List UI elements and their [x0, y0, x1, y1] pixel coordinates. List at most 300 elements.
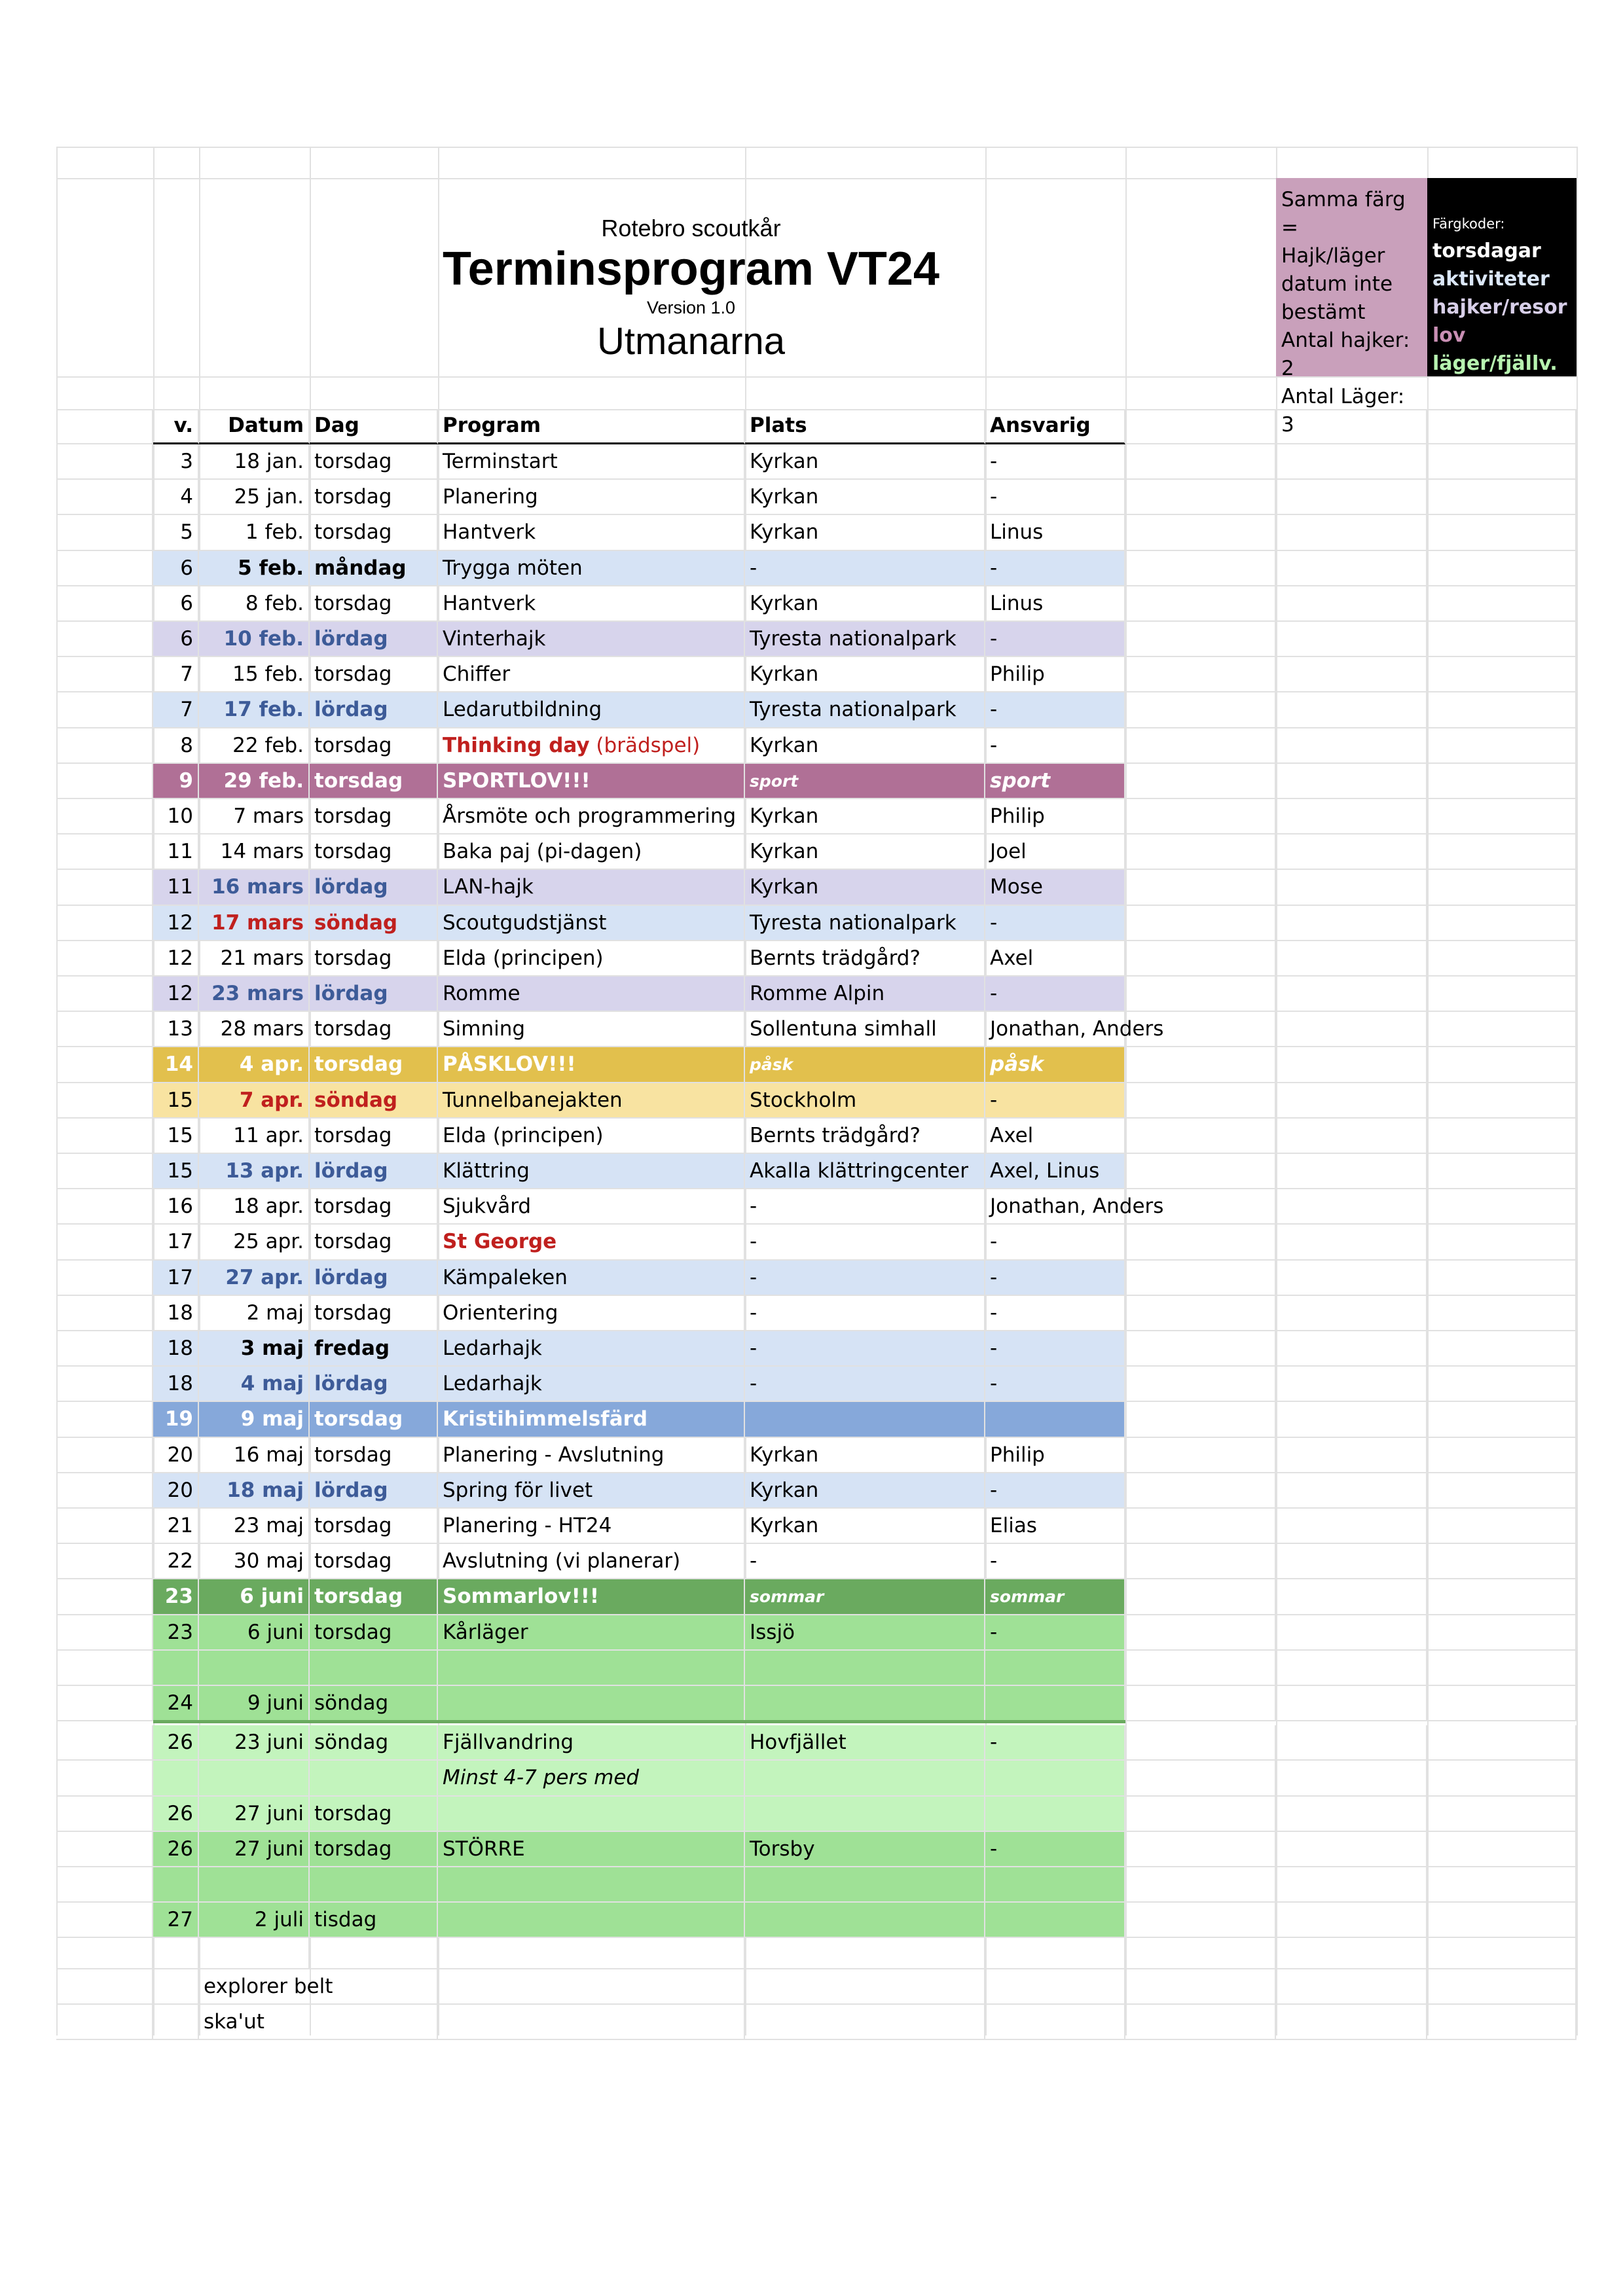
spacer-cell	[1125, 1473, 1276, 1509]
week-cell: 6	[153, 586, 199, 622]
color-note-line: Antal Läger: 3	[1281, 385, 1405, 437]
program-text: Trygga möten	[443, 556, 583, 580]
spacer-cell	[1276, 1579, 1427, 1615]
spacer-cell	[1276, 1903, 1427, 1938]
program-text: Baka paj (pi-dagen)	[443, 839, 642, 863]
spacer-cell	[56, 2005, 153, 2040]
place-cell: -	[745, 1189, 985, 1225]
place-cell: Kyrkan	[745, 834, 985, 870]
week-cell: 26	[153, 1797, 199, 1832]
spacer-cell	[1276, 1725, 1427, 1761]
spacer-cell	[1276, 692, 1427, 728]
spacer-cell	[1125, 1867, 1276, 1903]
program-cell	[438, 657, 745, 692]
spacer-cell	[56, 941, 153, 977]
spacer-cell	[1427, 1615, 1577, 1651]
responsible-cell: Philip	[985, 657, 1125, 692]
spacer-cell	[56, 444, 153, 480]
day-cell: torsdag	[310, 1615, 438, 1651]
spacer-cell	[1276, 1832, 1427, 1867]
spacer-cell	[56, 1473, 153, 1509]
date-cell: 15 feb.	[199, 657, 310, 692]
spacer-cell	[1125, 444, 1276, 480]
place-cell: Kyrkan	[745, 728, 985, 764]
date-cell: 6 juni	[199, 1579, 310, 1615]
spacer-cell	[56, 1651, 153, 1686]
program-text: Vinterhajk	[443, 626, 546, 651]
place-cell: -	[745, 1367, 985, 1402]
program-cell	[438, 1083, 745, 1119]
spacer-cell	[1427, 1725, 1577, 1761]
spacer-cell	[1427, 1761, 1577, 1797]
color-note-line: Hajk/läger	[1281, 244, 1385, 268]
responsible-cell: Jonathan, Anders	[985, 1012, 1125, 1047]
responsible-cell	[985, 1867, 1125, 1903]
spacer-cell	[56, 657, 153, 692]
day-cell: torsdag	[310, 586, 438, 622]
day-cell: lördag	[310, 1367, 438, 1402]
date-cell: 10 feb.	[199, 622, 310, 657]
program-cell	[438, 1438, 745, 1473]
program-text: Sommarlov!!!	[443, 1585, 599, 1608]
group-name: Utmanarna	[597, 320, 785, 363]
spacer-cell	[56, 764, 153, 799]
spacer-cell	[1125, 1579, 1276, 1615]
spacer-cell	[1125, 834, 1276, 870]
spacer-cell	[1427, 764, 1577, 799]
spacer-cell	[1427, 1047, 1577, 1083]
responsible-cell: -	[985, 977, 1125, 1012]
week-cell: 13	[153, 1012, 199, 1047]
program-cell	[438, 622, 745, 657]
day-cell: torsdag	[310, 1509, 438, 1544]
program-text: Kårläger	[443, 1620, 528, 1644]
spacer-cell	[56, 1154, 153, 1189]
day-cell: måndag	[310, 551, 438, 586]
spacer-cell	[1427, 1083, 1577, 1119]
section-divider	[153, 1720, 1125, 1723]
program-text: Kämpaleken	[443, 1265, 568, 1289]
program-text: Elda (principen)	[443, 1123, 604, 1147]
spacer-cell	[1276, 906, 1427, 941]
spacer-cell	[56, 834, 153, 870]
program-cell	[438, 444, 745, 480]
place-cell	[745, 1761, 985, 1797]
day-cell: lördag	[310, 692, 438, 728]
spacer-cell	[1276, 1686, 1427, 1721]
responsible-cell: Mose	[985, 870, 1125, 906]
spacer-cell	[1276, 764, 1427, 799]
col-header-program: Program	[438, 409, 745, 444]
date-cell: 17 feb.	[199, 692, 310, 728]
date-cell: 23 maj	[199, 1509, 310, 1544]
spacer-cell	[1125, 799, 1276, 834]
spacer-cell	[1427, 1969, 1577, 2005]
program-text: Hantverk	[443, 591, 536, 615]
date-cell: 2 juli	[199, 1903, 310, 1938]
day-cell: torsdag	[310, 1579, 438, 1615]
date-cell: 9 juni	[199, 1686, 310, 1721]
color-note-line: datum inte	[1281, 272, 1393, 296]
spacer-cell	[1427, 728, 1577, 764]
col-header-week: v.	[153, 409, 199, 444]
place-cell: sommar	[745, 1579, 985, 1615]
spacer-cell	[1427, 834, 1577, 870]
program-cell	[438, 1331, 745, 1367]
date-cell: 2 maj	[199, 1296, 310, 1331]
color-note-line: Samma färg =	[1281, 188, 1406, 240]
spacer-cell	[1427, 480, 1577, 515]
week-cell: 18	[153, 1367, 199, 1402]
place-cell	[745, 1797, 985, 1832]
spacer-cell	[1276, 1047, 1427, 1083]
spacer-cell	[56, 1047, 153, 1083]
program-text: Scoutgudstjänst	[443, 910, 607, 935]
spacer-cell	[1276, 1012, 1427, 1047]
spacer-cell	[985, 1938, 1125, 1969]
program-cell	[438, 1509, 745, 1544]
place-cell: sport	[745, 764, 985, 799]
col-header-responsible: Ansvarig	[985, 409, 1125, 444]
spacer-cell	[1125, 764, 1276, 799]
place-cell	[745, 1651, 985, 1686]
date-cell: 18 apr.	[199, 1189, 310, 1225]
spacer-cell	[1427, 622, 1577, 657]
spacer-cell	[1427, 1509, 1577, 1544]
day-cell: lördag	[310, 1473, 438, 1509]
spacer-cell	[1427, 977, 1577, 1012]
responsible-cell: -	[985, 1832, 1125, 1867]
spacer-cell	[56, 799, 153, 834]
spacer-cell	[1427, 692, 1577, 728]
responsible-cell: sport	[985, 764, 1125, 799]
spacer-cell	[1276, 1119, 1427, 1154]
day-cell: lördag	[310, 1154, 438, 1189]
spacer-cell	[1427, 1797, 1577, 1832]
program-cell	[438, 1651, 745, 1686]
spacer-cell	[1427, 1473, 1577, 1509]
date-cell: 18 maj	[199, 1473, 310, 1509]
responsible-cell: Linus	[985, 515, 1125, 551]
program-text: Hantverk	[443, 520, 536, 544]
program-cell	[438, 799, 745, 834]
date-cell: 14 mars	[199, 834, 310, 870]
day-cell: torsdag	[310, 1012, 438, 1047]
program-cell	[438, 764, 745, 799]
spacer-cell	[56, 515, 153, 551]
day-cell: torsdag	[310, 657, 438, 692]
program-text: Chiffer	[443, 662, 511, 686]
program-text: Sjukvård	[443, 1194, 532, 1218]
spacer-cell	[1125, 1509, 1276, 1544]
spacer-cell	[1427, 1331, 1577, 1367]
day-cell: torsdag	[310, 1225, 438, 1261]
week-cell: 15	[153, 1154, 199, 1189]
spacer-cell	[56, 1367, 153, 1402]
responsible-cell: Elias	[985, 1509, 1125, 1544]
place-cell: -	[745, 1331, 985, 1367]
spacer-cell	[1125, 1725, 1276, 1761]
day-cell: söndag	[310, 1725, 438, 1761]
spacer-cell	[56, 1012, 153, 1047]
day-cell: söndag	[310, 1686, 438, 1721]
spacer-cell	[56, 1083, 153, 1119]
program-cell	[438, 586, 745, 622]
day-cell	[310, 1651, 438, 1686]
spacer-cell	[56, 1867, 153, 1903]
place-cell: påsk	[745, 1047, 985, 1083]
day-cell: torsdag	[310, 764, 438, 799]
date-cell: 16 mars	[199, 870, 310, 906]
responsible-cell: påsk	[985, 1047, 1125, 1083]
spacer-cell	[1427, 2005, 1577, 2040]
program-cell	[438, 1047, 745, 1083]
spacer-cell	[1125, 1331, 1276, 1367]
spacer-cell	[1276, 622, 1427, 657]
program-cell	[438, 1225, 745, 1261]
date-cell: 27 apr.	[199, 1261, 310, 1296]
week-cell: 18	[153, 1296, 199, 1331]
spacer-cell	[56, 977, 153, 1012]
place-cell: Kyrkan	[745, 799, 985, 834]
responsible-cell: -	[985, 728, 1125, 764]
spacer-cell	[199, 1938, 310, 1969]
program-text: Terminstart	[443, 449, 558, 473]
responsible-cell: Jonathan, Anders	[985, 1189, 1125, 1225]
day-cell: fredag	[310, 1331, 438, 1367]
program-cell	[438, 1615, 745, 1651]
spacer-cell	[1276, 515, 1427, 551]
spacer-cell	[1427, 1832, 1577, 1867]
spacer-cell	[56, 1189, 153, 1225]
responsible-cell	[985, 1402, 1125, 1438]
spacer-cell	[1125, 1261, 1276, 1296]
program-text: SPORTLOV!!!	[443, 768, 591, 793]
grid-line-h	[56, 147, 1577, 148]
spacer-cell	[1125, 977, 1276, 1012]
page-title: Terminsprogram VT24	[443, 243, 939, 295]
program-cell	[438, 941, 745, 977]
week-cell	[153, 1867, 199, 1903]
spacer-cell	[1276, 480, 1427, 515]
spacer-cell	[56, 728, 153, 764]
day-cell: lördag	[310, 1261, 438, 1296]
spacer-cell	[1427, 1261, 1577, 1296]
spacer-cell	[1276, 1544, 1427, 1579]
spacer-cell	[1125, 1903, 1276, 1938]
program-cell	[438, 1367, 745, 1402]
color-key-code: aktiviteter	[1432, 268, 1550, 291]
week-cell: 11	[153, 834, 199, 870]
program-cell	[438, 692, 745, 728]
spacer-cell	[1125, 941, 1276, 977]
spacer-cell	[1427, 1296, 1577, 1331]
spacer-cell	[1276, 2005, 1427, 2040]
spacer-cell	[745, 2005, 985, 2040]
day-cell	[310, 1867, 438, 1903]
day-cell: torsdag	[310, 834, 438, 870]
spacer-cell	[985, 2005, 1125, 2040]
place-cell: Kyrkan	[745, 586, 985, 622]
spacer-cell	[1276, 1402, 1427, 1438]
date-cell: 4 maj	[199, 1367, 310, 1402]
week-cell: 5	[153, 515, 199, 551]
responsible-cell: -	[985, 1225, 1125, 1261]
spacer-cell	[1276, 1651, 1427, 1686]
day-cell: söndag	[310, 1083, 438, 1119]
place-cell	[745, 1867, 985, 1903]
spacer-cell	[1427, 1867, 1577, 1903]
program-cell	[438, 1579, 745, 1615]
date-cell: 16 maj	[199, 1438, 310, 1473]
program-text: Avslutning (vi planerar)	[443, 1549, 681, 1573]
date-cell	[199, 1761, 310, 1797]
spacer-cell	[1276, 551, 1427, 586]
spacer-cell	[1427, 515, 1577, 551]
spacer-cell	[1427, 551, 1577, 586]
spacer-cell	[1276, 1615, 1427, 1651]
program-text: Ledarutbildning	[443, 698, 602, 721]
spacer-cell	[1276, 1867, 1427, 1903]
program-cell	[438, 1903, 745, 1938]
spacer-cell	[56, 1402, 153, 1438]
spacer-cell	[1125, 1938, 1276, 1969]
spacer-cell	[56, 1296, 153, 1331]
week-cell: 7	[153, 657, 199, 692]
week-cell: 26	[153, 1725, 199, 1761]
responsible-cell: -	[985, 1473, 1125, 1509]
spacer-cell	[1125, 1686, 1276, 1721]
spacer-cell	[153, 2005, 199, 2040]
version-label: Version 1.0	[646, 298, 736, 317]
place-cell: Kyrkan	[745, 657, 985, 692]
week-cell: 15	[153, 1083, 199, 1119]
place-cell: Stockholm	[745, 1083, 985, 1119]
spacer-cell	[1427, 1154, 1577, 1189]
week-cell: 11	[153, 870, 199, 906]
color-note	[1276, 178, 1427, 437]
week-cell: 6	[153, 622, 199, 657]
spacer-cell	[1427, 1402, 1577, 1438]
day-cell: torsdag	[310, 1544, 438, 1579]
spacer-cell	[1427, 1367, 1577, 1402]
day-cell: torsdag	[310, 515, 438, 551]
spacer-cell	[1276, 941, 1427, 977]
spacer-cell	[1125, 692, 1276, 728]
week-cell: 4	[153, 480, 199, 515]
place-cell: Bernts trädgård?	[745, 941, 985, 977]
title-block	[199, 178, 1183, 376]
date-cell: 27 juni	[199, 1832, 310, 1867]
day-cell: torsdag	[310, 444, 438, 480]
spacer-cell	[745, 1938, 985, 1969]
spacer-cell	[1125, 622, 1276, 657]
date-cell: 18 jan.	[199, 444, 310, 480]
program-text: Fjällvandring	[443, 1730, 574, 1754]
spacer-cell	[1427, 1119, 1577, 1154]
responsible-cell	[985, 1651, 1125, 1686]
day-cell: torsdag	[310, 1296, 438, 1331]
spacer-cell	[56, 906, 153, 941]
spacer-cell	[1125, 1615, 1276, 1651]
place-cell: Issjö	[745, 1615, 985, 1651]
spacer-cell	[1125, 1154, 1276, 1189]
spacer-cell	[1125, 1969, 1276, 2005]
responsible-cell: -	[985, 1544, 1125, 1579]
responsible-cell: Axel	[985, 1119, 1125, 1154]
program-text: Elda (principen)	[443, 946, 604, 970]
spacer-cell	[1276, 834, 1427, 870]
date-cell: 30 maj	[199, 1544, 310, 1579]
week-cell: 17	[153, 1225, 199, 1261]
week-cell: 7	[153, 692, 199, 728]
program-cell	[438, 1119, 745, 1154]
spacer-cell	[438, 1938, 745, 1969]
spacer-cell	[1276, 1938, 1427, 1969]
program-text: Planering	[443, 484, 538, 509]
week-cell: 10	[153, 799, 199, 834]
place-cell: Kyrkan	[745, 870, 985, 906]
program-text: Ledarhajk	[443, 1336, 542, 1360]
spacer-cell	[56, 551, 153, 586]
week-cell: 26	[153, 1832, 199, 1867]
spacer-cell	[56, 1938, 153, 1969]
place-cell: -	[745, 1261, 985, 1296]
responsible-cell: Philip	[985, 1438, 1125, 1473]
responsible-cell: -	[985, 692, 1125, 728]
spacer-cell	[1125, 1544, 1276, 1579]
week-cell: 6	[153, 551, 199, 586]
color-key-code: torsdagar	[1432, 240, 1541, 262]
spacer-cell	[1276, 1438, 1427, 1473]
place-cell: -	[745, 1296, 985, 1331]
day-cell: söndag	[310, 906, 438, 941]
spacer-cell	[438, 2005, 745, 2040]
spacer-cell	[1276, 1797, 1427, 1832]
day-cell: torsdag	[310, 941, 438, 977]
spacer-cell	[1276, 728, 1427, 764]
spacer-cell	[1276, 870, 1427, 906]
date-cell: 6 juni	[199, 1615, 310, 1651]
week-cell: 20	[153, 1438, 199, 1473]
spacer-cell	[1276, 409, 1427, 444]
col-header-date: Datum	[199, 409, 310, 444]
spacer-cell	[1276, 444, 1427, 480]
week-cell: 17	[153, 1261, 199, 1296]
program-cell	[438, 1402, 745, 1438]
date-cell: 27 juni	[199, 1797, 310, 1832]
day-cell: torsdag	[310, 480, 438, 515]
program-text: Årsmöte och programmering	[443, 804, 737, 828]
week-cell: 24	[153, 1686, 199, 1721]
spacer-cell	[56, 1761, 153, 1797]
week-cell: 20	[153, 1473, 199, 1509]
col-header-day: Dag	[310, 409, 438, 444]
spacer-cell	[1427, 1938, 1577, 1969]
spacer-cell	[56, 1797, 153, 1832]
day-cell: torsdag	[310, 1189, 438, 1225]
place-cell: Tyresta nationalpark	[745, 622, 985, 657]
date-cell: 22 feb.	[199, 728, 310, 764]
responsible-cell	[985, 1686, 1125, 1721]
spacer-cell	[1427, 1903, 1577, 1938]
program-cell	[438, 1797, 745, 1832]
program-text: Planering - HT24	[443, 1513, 612, 1537]
place-cell: -	[745, 1544, 985, 1579]
program-text: Simning	[443, 1016, 526, 1041]
spacer-cell	[56, 1119, 153, 1154]
place-cell: Romme Alpin	[745, 977, 985, 1012]
